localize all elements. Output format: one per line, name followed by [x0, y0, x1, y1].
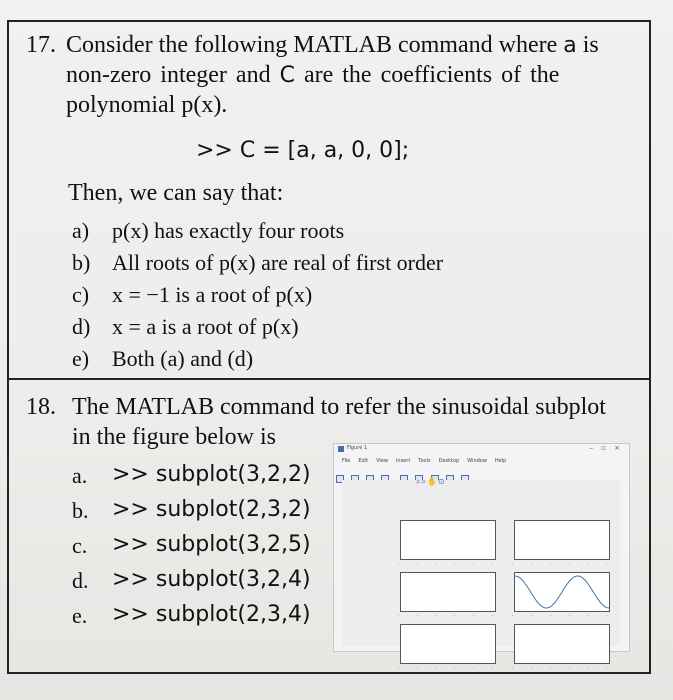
q17-stem-text-4: are the coefficients of the	[294, 62, 560, 88]
sine-wave-line	[515, 576, 609, 608]
axis-tick: ·	[398, 613, 400, 618]
axis-tick: ·	[530, 665, 533, 670]
matlab-logo-icon	[338, 446, 344, 452]
empty-subplot-axes[interactable]	[400, 624, 496, 664]
q18-stem-line-2: in the figure below is	[72, 424, 276, 450]
q18-option-letter: a.	[72, 463, 88, 488]
axis-tick: ·	[549, 665, 551, 670]
menu-item[interactable]: Edit	[358, 458, 369, 464]
axis-tick: ·	[492, 665, 494, 670]
axis-tick: ·	[512, 613, 514, 618]
figure-toolbar	[334, 468, 629, 478]
q17-stem-line-3: polynomial p(x).	[66, 92, 228, 118]
q17-stem-text: Consider the following MATLAB command where	[66, 32, 564, 58]
axis-tick: ·	[492, 613, 494, 618]
q18-stem-line-1: The MATLAB command to refer the sinusoidal subplot	[72, 394, 606, 420]
axis-tick: ·	[568, 561, 570, 566]
q17-stem-line-1	[66, 30, 599, 61]
axis-tick: ·	[530, 613, 533, 618]
empty-subplot-axes[interactable]	[400, 572, 496, 612]
empty-subplot-axes[interactable]	[400, 520, 496, 560]
axis-tick: ·	[606, 561, 608, 566]
axis-tick: ·	[530, 561, 533, 566]
q17-option-text: x = a is a root of p(x)	[112, 314, 299, 339]
q17-var-c: C	[279, 63, 295, 88]
menu-item[interactable]: Tools	[418, 458, 431, 464]
q17-option-text: p(x) has exactly four roots	[112, 218, 345, 243]
axis-tick: ·	[435, 613, 437, 618]
axis-tick: ·	[473, 613, 475, 618]
menu-item[interactable]: Help	[494, 458, 507, 464]
axis-tick: ·	[435, 561, 437, 566]
q17-option-text: x = −1 is a root of p(x)	[112, 282, 313, 307]
q18-option-text: >> subplot(2,3,2)	[112, 497, 311, 522]
axis-tick: ·	[512, 561, 514, 566]
figure-plot-area	[342, 477, 620, 670]
axis-tick: ·	[606, 613, 608, 618]
axis-tick: ·	[416, 665, 419, 670]
axis-tick: ·	[492, 561, 494, 566]
axis-tick: ·	[416, 613, 419, 618]
q18-option-text: >> subplot(3,2,2)	[112, 462, 311, 487]
q17-option-letter: a)	[72, 218, 90, 243]
axis-tick: ·	[587, 665, 589, 670]
q17-option-letter: e)	[72, 346, 90, 371]
q17-lead: Then, we can say that:	[68, 180, 284, 206]
axis-tick: ·	[473, 561, 475, 566]
sinusoid-subplot-axes[interactable]	[514, 572, 610, 612]
q17-option-text: Both (a) and (d)	[112, 346, 254, 371]
q18-option-text: >> subplot(2,3,4)	[112, 602, 311, 627]
menu-item[interactable]: Desktop	[438, 458, 460, 464]
axis-tick: ·	[606, 665, 608, 670]
q18-option-letter: d.	[72, 568, 89, 593]
q17-stem-line-2	[66, 60, 559, 91]
axis-tick: ·	[549, 613, 551, 618]
matlab-figure-window	[333, 443, 630, 670]
q17-option-text: All roots of p(x) are real of first order	[112, 250, 444, 275]
q18-option-letter: b.	[72, 498, 89, 523]
q18-option-letter: c.	[72, 533, 88, 558]
axis-tick: ·	[568, 613, 570, 618]
menu-item[interactable]: View	[376, 458, 388, 464]
axis-tick: ·	[587, 561, 589, 566]
q17-option-letter: b)	[72, 250, 91, 275]
q17-var-a: a	[563, 33, 577, 58]
figure-title: Figure 1	[347, 445, 368, 451]
axis-tick: ·	[398, 665, 400, 670]
menu-item[interactable]: Window	[467, 458, 487, 464]
q18-option-text: >> subplot(3,2,4)	[112, 567, 311, 592]
axis-tick: ·	[512, 665, 514, 670]
q17-command: >> C = [a, a, 0, 0];	[196, 138, 410, 163]
axis-tick: ·	[454, 561, 456, 566]
axis-tick: ·	[568, 665, 570, 670]
menu-item[interactable]: Insert	[395, 458, 411, 464]
axis-tick: ·	[587, 613, 589, 618]
q17-option-letter: c)	[72, 282, 90, 307]
q17-number: 17.	[26, 32, 56, 58]
menu-item[interactable]: File	[342, 458, 351, 464]
window-controls[interactable]: – ▫ ×	[589, 444, 623, 452]
q17-stem-text-2: is	[576, 32, 599, 58]
q17-option-letter: d)	[72, 314, 91, 339]
q18-number: 18.	[26, 394, 56, 420]
q17-stem-text-3: non-zero integer and	[66, 62, 280, 88]
sinusoid-curve-svg	[515, 573, 609, 611]
figure-menu-bar	[334, 458, 629, 467]
zoom-tools-icon[interactable]: ⌕⌕✋⊙	[416, 477, 446, 486]
figure-title-bar	[334, 444, 629, 456]
q18-option-letter: e.	[72, 603, 88, 628]
axis-tick: ·	[435, 665, 437, 670]
axis-tick: ·	[416, 561, 419, 566]
empty-subplot-axes[interactable]	[514, 520, 610, 560]
axis-tick: ·	[473, 665, 475, 670]
empty-subplot-axes[interactable]	[514, 624, 610, 664]
axis-tick: ·	[454, 613, 456, 618]
axis-tick: ·	[454, 665, 456, 670]
axis-tick: ·	[549, 561, 551, 566]
q18-option-text: >> subplot(3,2,5)	[112, 532, 311, 557]
axis-tick: ·	[398, 561, 400, 566]
